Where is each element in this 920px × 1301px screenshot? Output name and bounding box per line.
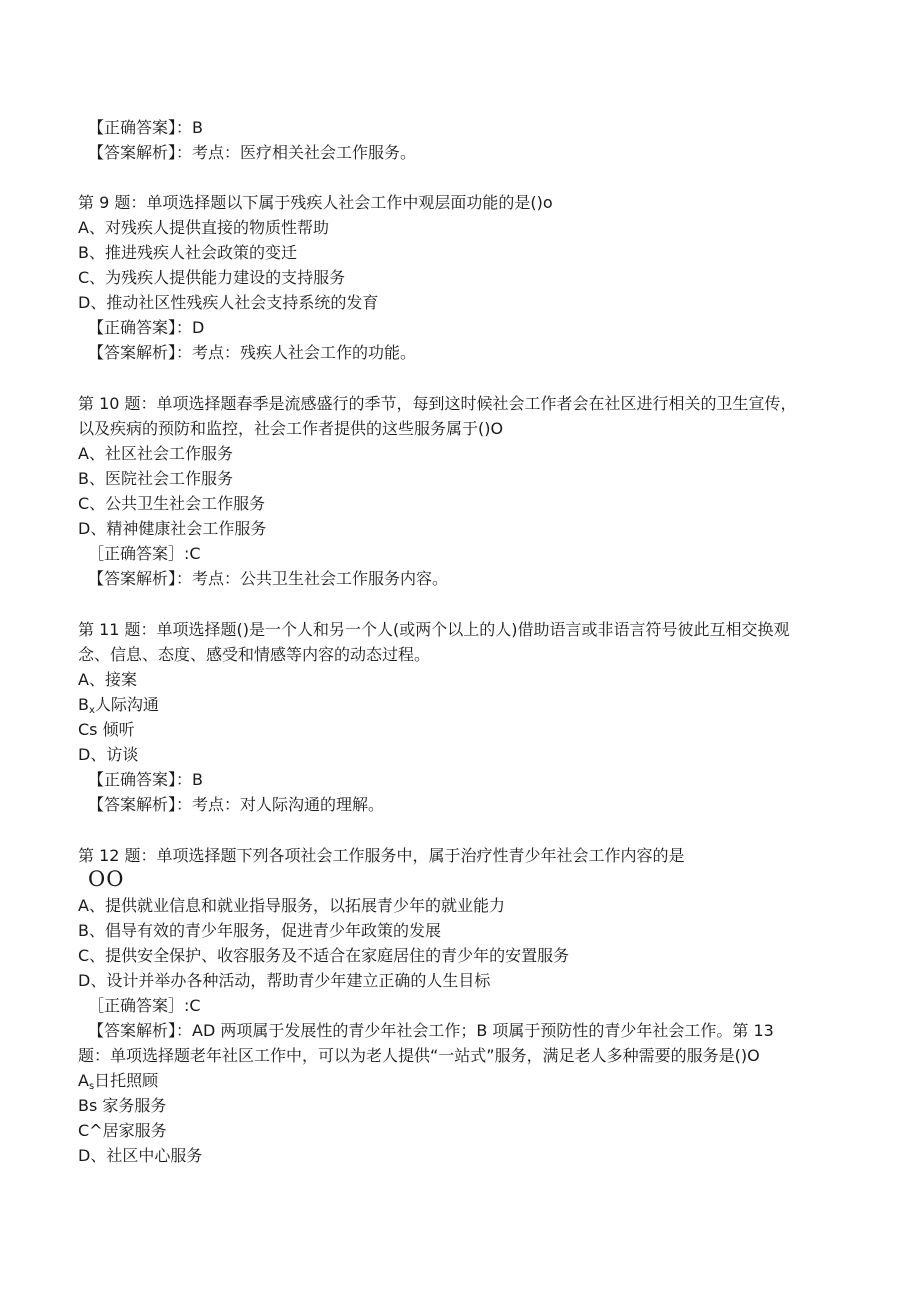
q11-title-line-2: 念、信息、态度、感受和情感等内容的动态过程。 bbox=[78, 645, 431, 664]
q8-explanation: 【答案解析】：考点：医疗相关社会工作服务。 bbox=[88, 143, 417, 162]
q10-explanation: 【答案解析】：考点：公共卫生社会工作服务内容。 bbox=[88, 569, 449, 588]
q12-option-b: B、倡导有效的青少年服务，促进青少年政策的发展 bbox=[78, 921, 441, 940]
q9-option-d: D、推动社区性残疾人社会支持系统的发育 bbox=[78, 293, 379, 312]
q10-option-d: D、精神健康社会工作服务 bbox=[78, 519, 267, 538]
q10-correct-answer: ［正确答案］:C bbox=[88, 544, 201, 563]
q13-option-c: C^居家服务 bbox=[78, 1121, 167, 1140]
q12-explanation: 【答案解析】：AD 两项属于发展性的青少年社会工作；B 项属于预防性的青少年社会工作。第 13 bbox=[88, 1021, 774, 1040]
q11-option-b bbox=[78, 692, 860, 717]
q9-title: 第 9 题：单项选择题以下属于残疾人社会工作中观层面功能的是()o bbox=[78, 193, 553, 212]
q10-title-line-1: 第 10 题：单项选择题春季是流感盛行的季节，每到这时候社会工作者会在社区进行相关的卫生宣传， bbox=[78, 394, 797, 413]
q10-title-line-2: 以及疾病的预防和监控，社会工作者提供的这些服务属于()O bbox=[78, 419, 504, 438]
q12-correct-answer: ［正确答案］:C bbox=[88, 996, 201, 1015]
q8-correct-answer: 【正确答案】：B bbox=[88, 118, 203, 137]
q12-option-c: C、提供安全保护、收容服务及不适合在家庭居住的青少年的安置服务 bbox=[78, 946, 570, 965]
q12-title: 第 12 题：单项选择题下列各项社会工作服务中，属于治疗性青少年社会工作内容的是 bbox=[78, 846, 685, 865]
q12-answer-blank: OO bbox=[88, 867, 125, 891]
q11-option-b-mark: x bbox=[88, 705, 95, 716]
q13-option-a bbox=[78, 1068, 860, 1093]
q11-option-a: A、接案 bbox=[78, 670, 137, 689]
q13-option-a-text: 日托照顾 bbox=[94, 1071, 159, 1090]
q13-title: 题：单项选择题老年社区工作中，可以为老人提供“一站式”服务，满足老人多种需要的服务是()O bbox=[78, 1046, 760, 1065]
q11-correct-answer: 【正确答案】：B bbox=[88, 770, 203, 789]
q11-option-c: Cs 倾听 bbox=[78, 720, 135, 739]
q9-correct-answer: 【正确答案】：D bbox=[88, 318, 205, 337]
q10-option-a: A、社区社会工作服务 bbox=[78, 444, 233, 463]
q9-option-b: B、推进残疾人社会政策的变迁 bbox=[78, 243, 297, 262]
q11-option-d: D、访谈 bbox=[78, 745, 139, 764]
q11-option-b-letter: B bbox=[78, 695, 89, 714]
q10-option-c: C、公共卫生社会工作服务 bbox=[78, 494, 266, 513]
q11-title-line-1: 第 11 题：单项选择题()是一个人和另一个人(或两个以上的人)借助语言或非语言符号彼此互相交换观 bbox=[78, 620, 790, 639]
q13-option-a-mark: s bbox=[88, 1081, 95, 1092]
q10-option-b: B、医院社会工作服务 bbox=[78, 469, 233, 488]
q9-explanation: 【答案解析】：考点：残疾人社会工作的功能。 bbox=[88, 343, 417, 362]
q13-option-d: D、社区中心服务 bbox=[78, 1146, 203, 1165]
q12-option-a: A、提供就业信息和就业指导服务，以拓展青少年的就业能力 bbox=[78, 896, 505, 915]
q13-option-a-letter: A bbox=[78, 1071, 89, 1090]
q11-option-b-text: 人际沟通 bbox=[94, 695, 159, 714]
q9-option-c: C、为残疾人提供能力建设的支持服务 bbox=[78, 268, 346, 287]
q12-option-d: D、设计并举办各种活动，帮助青少年建立正确的人生目标 bbox=[78, 971, 491, 990]
q13-option-b: Bs 家务服务 bbox=[78, 1096, 167, 1115]
q9-option-a: A、对残疾人提供直接的物质性帮助 bbox=[78, 218, 329, 237]
q11-explanation: 【答案解析】：考点：对人际沟通的理解。 bbox=[88, 795, 385, 814]
